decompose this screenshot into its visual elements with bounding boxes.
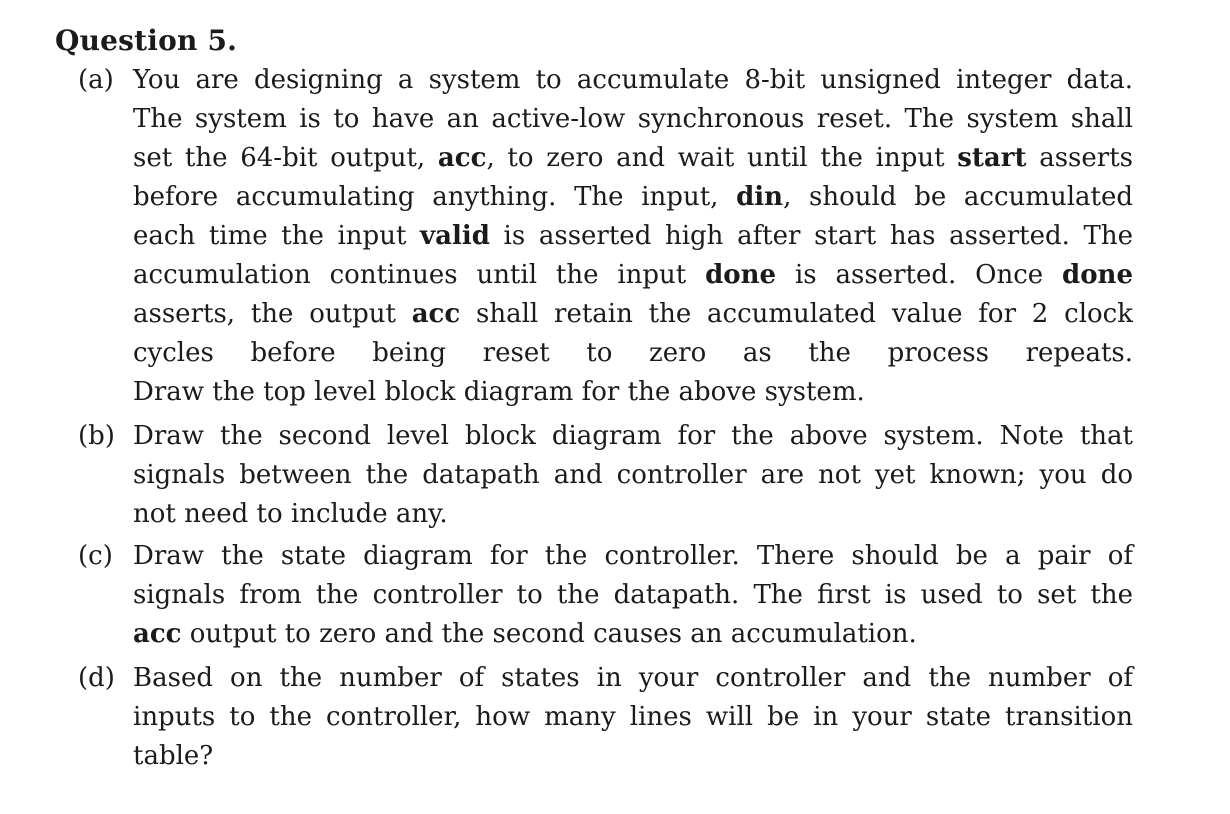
signal-name: valid bbox=[420, 221, 490, 251]
part-text bbox=[133, 659, 1133, 776]
text-run: , should be accumulated bbox=[783, 182, 1133, 212]
text-line bbox=[133, 61, 1133, 100]
text-line bbox=[133, 576, 1133, 615]
part-text bbox=[133, 537, 1133, 654]
text-run: signals from the controller to the datapath. The first is used to set the bbox=[133, 580, 1133, 610]
part-label: (d) bbox=[78, 663, 115, 693]
text-run: The system is to have an active-low synchronous reset. The system shall bbox=[133, 104, 1133, 134]
part-text bbox=[133, 61, 1133, 412]
text-line bbox=[133, 178, 1133, 217]
signal-name: start bbox=[957, 143, 1027, 173]
text-run: , to zero and wait until the input bbox=[486, 143, 958, 173]
text-run: table? bbox=[133, 741, 214, 771]
text-run: not need to include any. bbox=[133, 499, 448, 529]
text-line bbox=[133, 615, 1133, 654]
text-line bbox=[133, 295, 1133, 334]
text-run: inputs to the controller, how many lines will be in your state transition bbox=[133, 702, 1133, 732]
text-line bbox=[133, 456, 1133, 495]
text-run: is asserted high after start has asserted. The bbox=[489, 221, 1133, 251]
text-run: is asserted. Once bbox=[776, 260, 1063, 290]
signal-name: acc bbox=[437, 143, 487, 173]
text-run: signals between the datapath and controller are not yet known; you do bbox=[133, 460, 1133, 490]
question-title: Question 5. bbox=[55, 24, 238, 57]
signal-name: acc bbox=[411, 299, 461, 329]
text-line bbox=[133, 698, 1133, 737]
text-line bbox=[133, 334, 1133, 373]
signal-name: done bbox=[705, 260, 777, 290]
part-text bbox=[133, 417, 1133, 534]
text-line bbox=[133, 373, 1133, 412]
text-run: output to zero and the second causes an accumulation. bbox=[181, 619, 917, 649]
text-run: before accumulating anything. The input, bbox=[133, 182, 737, 212]
signal-name: acc bbox=[133, 619, 182, 649]
text-line bbox=[133, 217, 1133, 256]
text-line bbox=[133, 100, 1133, 139]
text-run: Draw the top level block diagram for the above system. bbox=[133, 377, 865, 407]
text-run: asserts bbox=[1026, 143, 1134, 173]
signal-name: done bbox=[1062, 260, 1133, 290]
text-line bbox=[133, 256, 1133, 295]
part-label: (c) bbox=[78, 541, 113, 571]
text-run: shall retain the accumulated value for 2 clock bbox=[460, 299, 1133, 329]
part-label: (a) bbox=[78, 65, 114, 95]
text-line bbox=[133, 139, 1133, 178]
text-run: cycles before being reset to zero as the process repeats. bbox=[133, 338, 1133, 368]
text-run: asserts, the output bbox=[133, 299, 412, 329]
text-run: Draw the second level block diagram for the above system. Note that bbox=[133, 421, 1133, 451]
text-run: You are designing a system to accumulate 8-bit unsigned integer data. bbox=[133, 65, 1133, 95]
text-run: accumulation continues until the input bbox=[133, 260, 706, 290]
text-run: Based on the number of states in your controller and the number of bbox=[133, 663, 1133, 693]
text-line bbox=[133, 417, 1133, 456]
text-line bbox=[133, 737, 1133, 776]
text-run: Draw the state diagram for the controller. There should be a pair of bbox=[133, 541, 1133, 571]
text-line bbox=[133, 659, 1133, 698]
text-run: each time the input bbox=[133, 221, 421, 251]
text-line bbox=[133, 495, 1133, 534]
signal-name: din bbox=[736, 182, 784, 212]
text-line bbox=[133, 537, 1133, 576]
text-run: set the 64-bit output, bbox=[133, 143, 438, 173]
part-label: (b) bbox=[78, 421, 115, 451]
